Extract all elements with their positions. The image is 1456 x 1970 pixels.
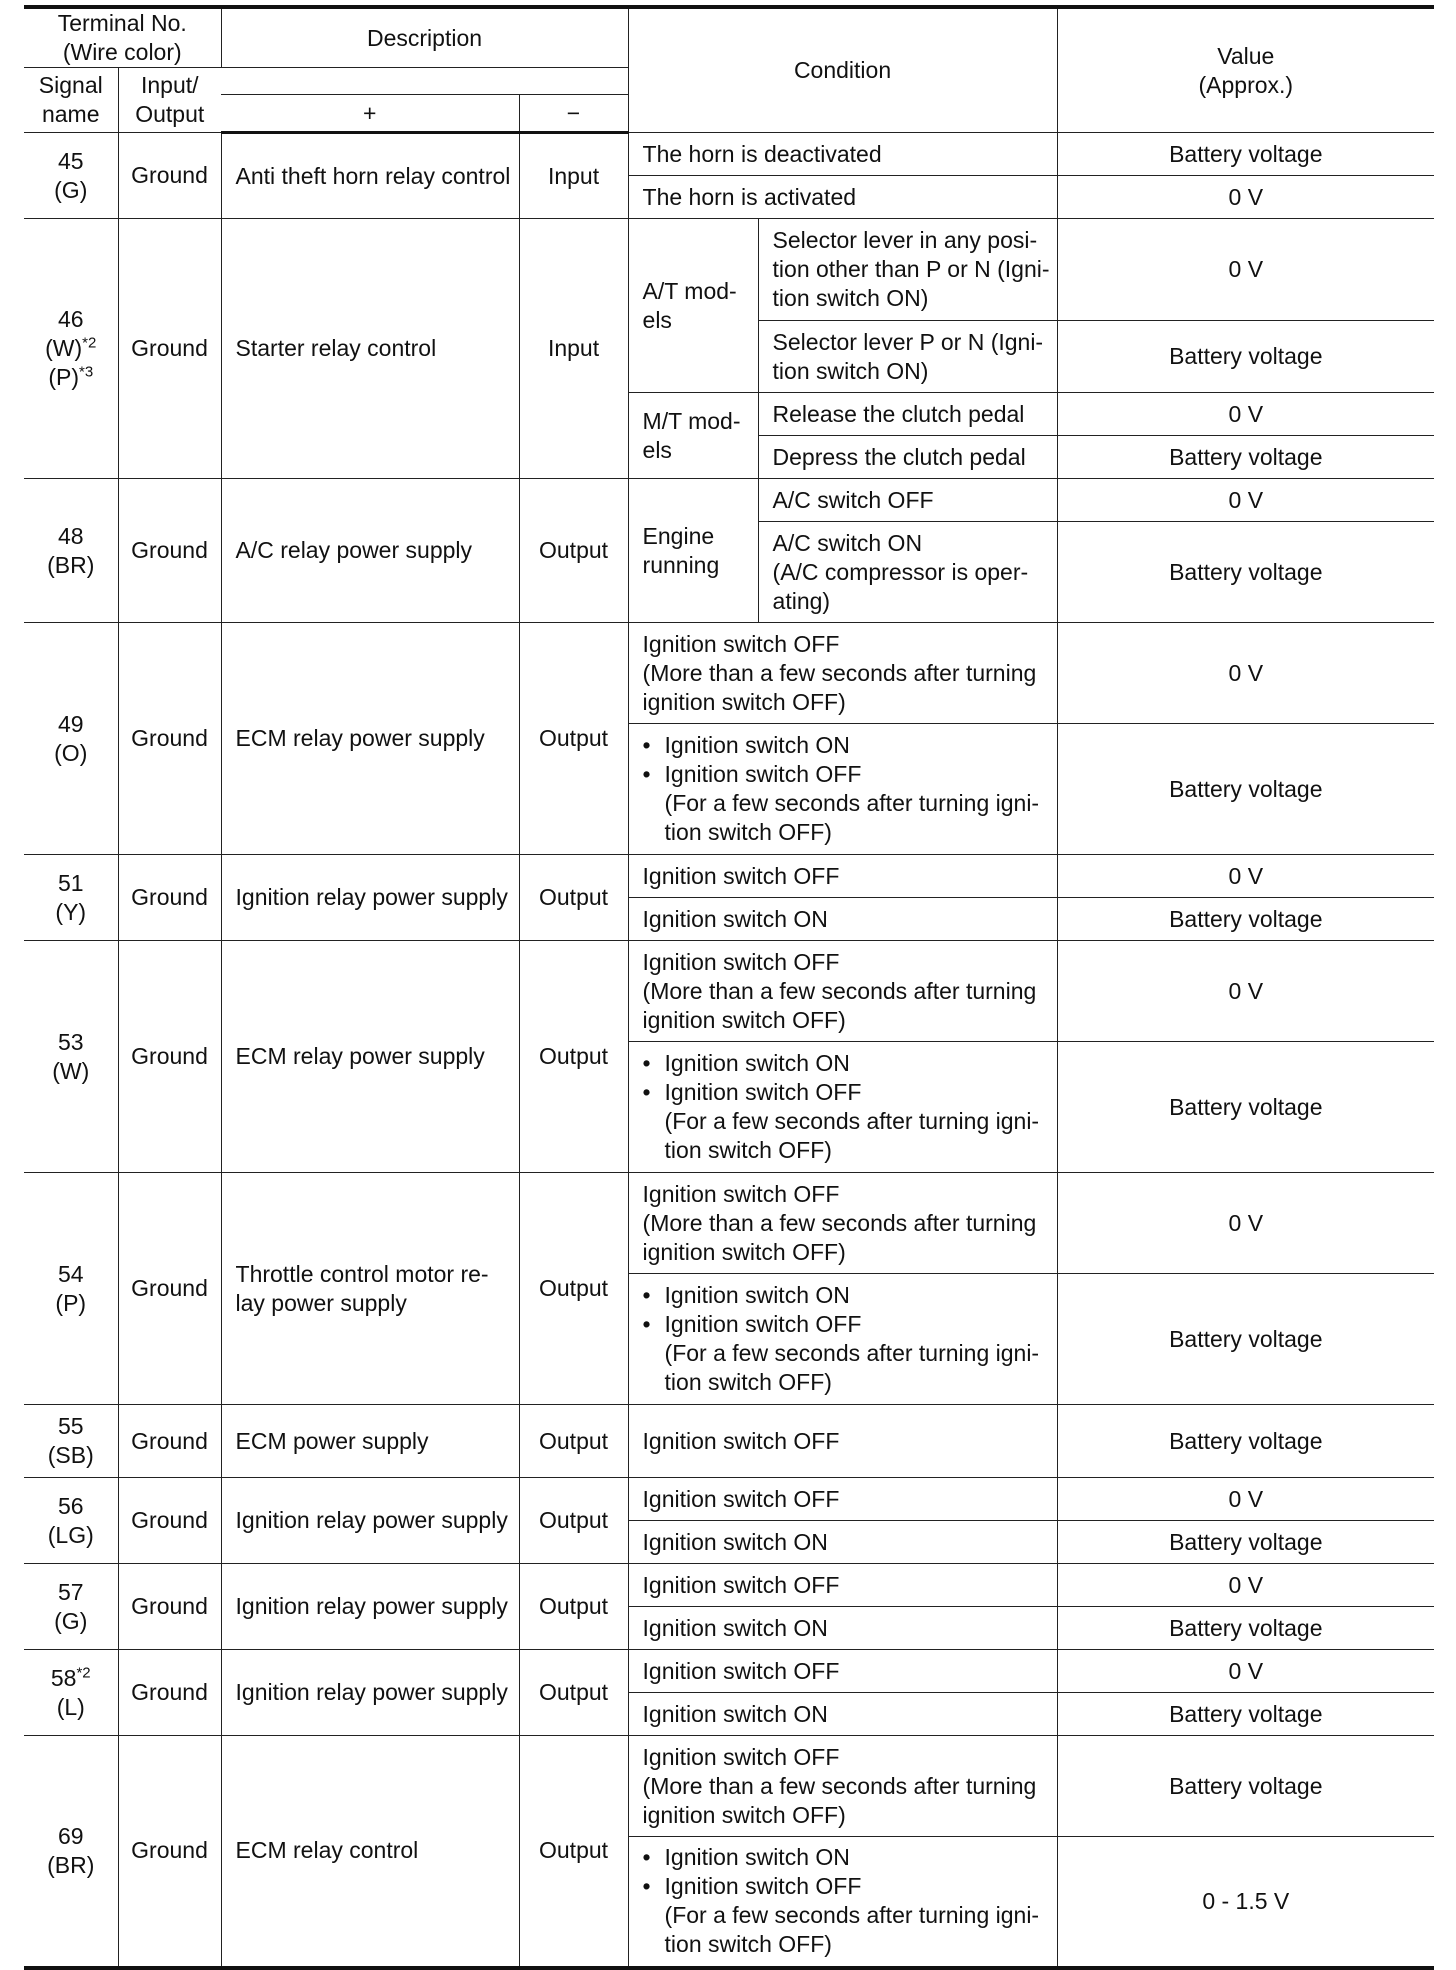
io-type: Output: [519, 1736, 628, 1968]
terminal-number: 46: [57, 306, 84, 332]
text-line: (More than a few seconds after turning: [642, 1209, 1037, 1236]
condition-cell: Ignition switch OFF: [628, 1478, 1057, 1521]
terminal-54: [24, 1173, 118, 1405]
terminal-number: 54: [57, 1260, 84, 1287]
value-cell: Battery voltage: [1057, 898, 1434, 941]
terminal-number: 69: [57, 1822, 84, 1849]
wire-color: (L): [56, 1693, 85, 1720]
header-value-line2: (Approx.): [1198, 71, 1294, 98]
header-condition: Condition: [628, 7, 1057, 133]
value-cell: Battery voltage: [1057, 436, 1434, 479]
wire-color: (W): [52, 1057, 90, 1084]
terminal-table-wrapper: [24, 5, 1434, 1970]
terminal-number: 48: [57, 522, 84, 549]
io-type: Output: [519, 623, 628, 855]
signal-name: ECM power supply: [221, 1405, 519, 1478]
text-line: tion switch OFF): [664, 1137, 832, 1163]
io-type: Input: [519, 133, 628, 219]
text-line: Ignition switch ON: [664, 1844, 850, 1871]
io-type: Output: [519, 855, 628, 941]
text-line: Ignition switch ON: [664, 1050, 850, 1076]
bullet-icon: •: [642, 1311, 651, 1337]
text-line: els: [642, 436, 672, 463]
text-line: ignition switch OFF): [642, 688, 846, 715]
text-line: (For a few seconds after turning igni-: [664, 790, 1040, 816]
text-line: M/T mod-: [642, 407, 741, 434]
text-line: ignition switch OFF): [642, 1006, 846, 1033]
terminal-58: [24, 1650, 118, 1736]
terminal-56: [24, 1478, 118, 1564]
terminal-48: [24, 479, 118, 623]
terminal-51: [24, 855, 118, 941]
condition-cell: Ignition switch OFF: [628, 855, 1057, 898]
header-signal-name: Signal name: [24, 68, 118, 133]
io-type: Output: [519, 941, 628, 1173]
condition-cell: Ignition switch OFF: [628, 1564, 1057, 1607]
condition-cell: Ignition switch ON: [628, 1693, 1057, 1736]
value-cell: 0 V: [1057, 219, 1434, 321]
text-line: A/T mod-: [642, 277, 737, 304]
text-line: Ignition switch OFF: [664, 761, 862, 787]
header-terminal-no-line2: (Wire color): [62, 39, 182, 65]
condition-cell: The horn is activated: [628, 176, 1057, 219]
text-line: Ignition switch OFF: [642, 1180, 840, 1207]
signal-name: Ignition relay power supply: [221, 1564, 519, 1650]
condition-cell: Ignition switch ON: [628, 1607, 1057, 1650]
wire-color: (Y): [55, 898, 87, 925]
wire-color-2: [24, 363, 118, 392]
header-description: Description: [221, 7, 628, 68]
text-line: lay power supply: [235, 1289, 407, 1316]
header-value: [1057, 7, 1434, 133]
terminal-57: [24, 1564, 118, 1650]
text-line: Ignition switch OFF: [642, 1743, 840, 1770]
value-cell: Battery voltage: [1057, 1736, 1434, 1837]
text-line: running: [642, 551, 720, 578]
wire-color: (W): [45, 335, 83, 361]
value-cell: Battery voltage: [1057, 321, 1434, 393]
minus-terminal: Ground: [118, 479, 221, 623]
wire-color: (G): [54, 1607, 88, 1634]
wire-color: (O): [54, 739, 88, 766]
terminal-number: 57: [57, 1578, 84, 1605]
minus-terminal: Ground: [118, 1650, 221, 1736]
bullet-icon: •: [642, 1079, 651, 1105]
terminal-number: 55: [57, 1413, 84, 1439]
wire-color: (P): [55, 1289, 87, 1316]
terminal-number: 56: [57, 1492, 84, 1519]
io-type: Output: [519, 1564, 628, 1650]
value-cell: Battery voltage: [1057, 1274, 1434, 1405]
text-line: Ignition switch OFF: [664, 1311, 862, 1337]
engine-running-label: [628, 479, 758, 623]
bullet-item: [643, 731, 1051, 760]
terminal-46: [24, 219, 118, 479]
bullet-item: [643, 1078, 1051, 1107]
value-cell: Battery voltage: [1057, 1607, 1434, 1650]
bullet-item: [643, 1281, 1051, 1310]
condition-cell: [628, 1042, 1057, 1173]
bullet-icon: •: [642, 761, 651, 787]
value-cell: 0 - 1.5 V: [1057, 1837, 1434, 1968]
condition-cell: [628, 1837, 1057, 1968]
bullet-item: [643, 1049, 1051, 1078]
terminal-53: [24, 941, 118, 1173]
value-cell: 0 V: [1057, 479, 1434, 522]
mt-models-label: [628, 393, 758, 479]
text-line: (For a few seconds after turning igni-: [664, 1340, 1040, 1366]
text-line: ating): [772, 587, 831, 614]
terminal-number: 51: [57, 869, 84, 896]
bullet-icon: •: [642, 1282, 651, 1308]
condition-cell: Release the clutch pedal: [758, 393, 1057, 436]
text-line: Ignition switch OFF: [664, 1873, 862, 1900]
wire-color: (BR): [47, 1851, 95, 1878]
condition-cell: Ignition switch OFF: [628, 1650, 1057, 1693]
text-line: Ignition switch ON: [664, 732, 850, 758]
text-line: Ignition switch OFF: [642, 630, 840, 657]
terminal-number: 53: [57, 1028, 84, 1055]
signal-name: [221, 1173, 519, 1405]
terminal-number: 45: [57, 147, 84, 174]
header-io-line2: Output: [135, 101, 205, 127]
io-type: Output: [519, 1650, 628, 1736]
text-line: Throttle control motor re-: [235, 1260, 489, 1287]
text-line: els: [642, 306, 672, 333]
text-line: (For a few seconds after turning igni-: [664, 1902, 1040, 1929]
value-cell: 0 V: [1057, 855, 1434, 898]
terminal-69: [24, 1736, 118, 1968]
bullet-icon: •: [642, 1050, 651, 1076]
value-cell: 0 V: [1057, 176, 1434, 219]
ecm-terminal-table: [24, 5, 1434, 1970]
signal-name: Starter relay control: [221, 219, 519, 479]
terminal-number: 49: [57, 710, 84, 737]
wire-color: (SB): [47, 1442, 94, 1468]
value-cell: 0 V: [1057, 1173, 1434, 1274]
text-line: ignition switch OFF): [642, 1801, 846, 1828]
minus-terminal: Ground: [118, 1478, 221, 1564]
text-line: Ignition switch ON: [664, 1282, 850, 1308]
wire-color: (LG): [47, 1521, 94, 1548]
text-line: tion switch OFF): [664, 1369, 832, 1395]
minus-terminal: Ground: [118, 855, 221, 941]
condition-cell: Ignition switch ON: [628, 898, 1057, 941]
signal-name: A/C relay power supply: [221, 479, 519, 623]
bullet-icon: •: [642, 1873, 651, 1900]
minus-terminal: Ground: [118, 623, 221, 855]
condition-cell: [628, 623, 1057, 724]
header-minus: −: [519, 95, 628, 133]
signal-name: Ignition relay power supply: [221, 855, 519, 941]
value-cell: Battery voltage: [1057, 1405, 1434, 1478]
value-cell: Battery voltage: [1057, 522, 1434, 623]
text-line: tion switch ON): [772, 357, 929, 384]
value-cell: Battery voltage: [1057, 724, 1434, 855]
terminal-number: 58: [50, 1664, 77, 1691]
text-line: A/C switch ON: [772, 529, 923, 556]
condition-cell: Ignition switch ON: [628, 1521, 1057, 1564]
terminal-49: [24, 623, 118, 855]
signal-name: ECM relay power supply: [221, 941, 519, 1173]
header-io-line1: Input/: [140, 72, 199, 98]
value-cell: 0 V: [1057, 941, 1434, 1042]
at-models-label: [628, 219, 758, 393]
value-cell: 0 V: [1057, 623, 1434, 724]
minus-terminal: Ground: [118, 133, 221, 219]
bullet-item: [643, 760, 1051, 789]
value-cell: Battery voltage: [1057, 1521, 1434, 1564]
bullet-item: [643, 1872, 1051, 1901]
condition-cell: A/C switch OFF: [758, 479, 1057, 522]
wire-color: (BR): [47, 551, 95, 578]
wire-color-1: [24, 334, 118, 363]
signal-name: Ignition relay power supply: [221, 1650, 519, 1736]
text-line: tion switch ON): [772, 285, 929, 311]
value-cell: Battery voltage: [1057, 133, 1434, 176]
bullet-icon: •: [642, 732, 651, 758]
condition-cell: [758, 219, 1057, 321]
text-line: tion other than P or N (Igni-: [772, 256, 1050, 282]
terminal-45: [24, 133, 118, 219]
text-line: Ignition switch OFF: [664, 1079, 862, 1105]
condition-cell: [628, 941, 1057, 1042]
text-line: tion switch OFF): [664, 819, 832, 845]
text-line: (More than a few seconds after turning: [642, 977, 1037, 1004]
bullet-item: [643, 1310, 1051, 1339]
text-line: Selector lever in any posi-: [772, 227, 1038, 253]
value-cell: 0 V: [1057, 393, 1434, 436]
minus-terminal: Ground: [118, 1736, 221, 1968]
condition-cell: [628, 724, 1057, 855]
condition-cell: Ignition switch OFF: [628, 1405, 1057, 1478]
condition-cell: [628, 1736, 1057, 1837]
wire-color: (P): [48, 364, 79, 390]
signal-name: Anti theft horn relay control: [221, 133, 519, 219]
value-cell: 0 V: [1057, 1564, 1434, 1607]
footnote-mark: *3: [78, 363, 94, 381]
text-line: tion switch OFF): [664, 1931, 832, 1958]
value-cell: Battery voltage: [1057, 1693, 1434, 1736]
condition-cell: [628, 1173, 1057, 1274]
footnote-mark: *2: [76, 1663, 91, 1681]
condition-cell: [758, 522, 1057, 623]
bullet-icon: •: [642, 1844, 651, 1871]
condition-cell: [758, 321, 1057, 393]
header-value-line1: Value: [1217, 42, 1275, 69]
value-cell: Battery voltage: [1057, 1042, 1434, 1173]
signal-name: Ignition relay power supply: [221, 1478, 519, 1564]
terminal-number-with-note: [24, 1664, 118, 1693]
signal-name: ECM relay power supply: [221, 623, 519, 855]
minus-terminal: Ground: [118, 1173, 221, 1405]
minus-terminal: Ground: [118, 1405, 221, 1478]
footnote-mark: *2: [82, 334, 97, 352]
io-type: Output: [519, 1405, 628, 1478]
io-type: Output: [519, 1173, 628, 1405]
header-terminal-no: [24, 7, 221, 68]
value-cell: 0 V: [1057, 1650, 1434, 1693]
text-line: Ignition switch OFF: [642, 948, 840, 975]
io-type: Output: [519, 1478, 628, 1564]
minus-terminal: Ground: [118, 941, 221, 1173]
header-input-output: [118, 68, 221, 133]
value-cell: 0 V: [1057, 1478, 1434, 1521]
condition-cell: The horn is deactivated: [628, 133, 1057, 176]
minus-terminal: Ground: [118, 219, 221, 479]
io-type: Output: [519, 479, 628, 623]
text-line: (A/C compressor is oper-: [772, 558, 1029, 585]
text-line: (More than a few seconds after turning: [642, 659, 1037, 686]
terminal-55: [24, 1405, 118, 1478]
minus-terminal: Ground: [118, 1564, 221, 1650]
io-type: Input: [519, 219, 628, 479]
text-line: (For a few seconds after turning igni-: [664, 1108, 1040, 1134]
text-line: ignition switch OFF): [642, 1238, 846, 1265]
header-terminal-no-line1: Terminal No.: [57, 10, 187, 36]
text-line: Engine: [642, 522, 715, 549]
text-line: (More than a few seconds after turning: [642, 1772, 1037, 1799]
wire-color: (G): [54, 176, 88, 203]
text-line: Selector lever P or N (Igni-: [772, 328, 1044, 355]
header-plus: +: [221, 95, 519, 133]
condition-cell: [628, 1274, 1057, 1405]
bullet-item: [643, 1843, 1051, 1872]
signal-name: ECM relay control: [221, 1736, 519, 1968]
condition-cell: Depress the clutch pedal: [758, 436, 1057, 479]
